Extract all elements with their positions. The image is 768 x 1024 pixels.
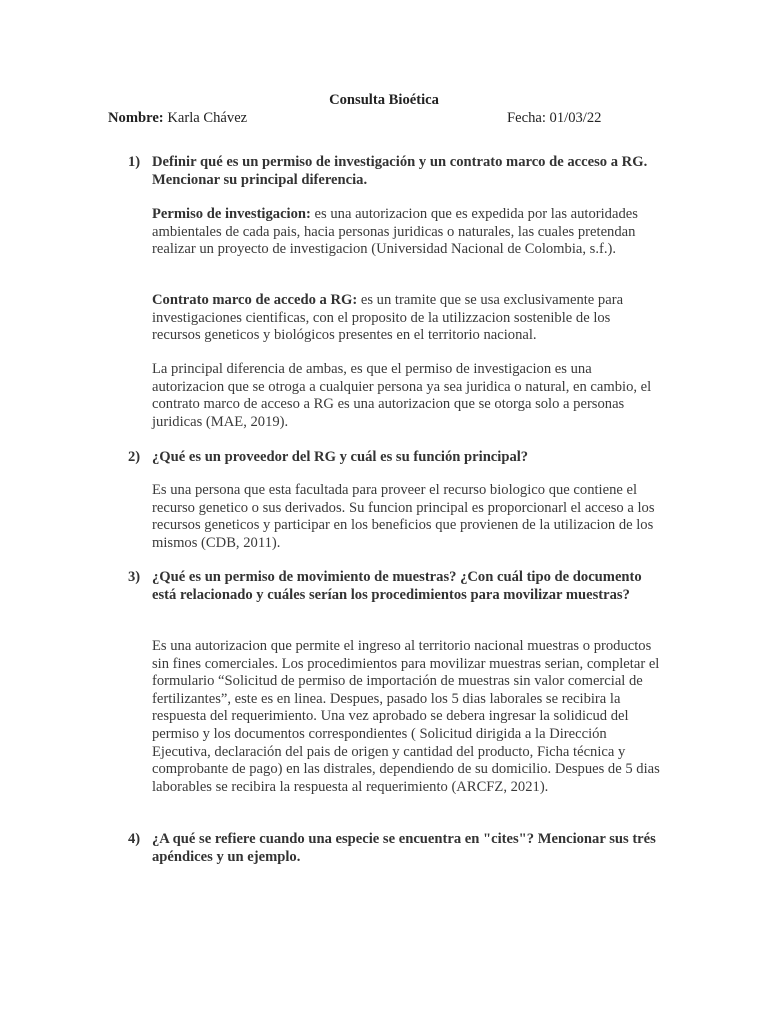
- question-number: 2): [128, 449, 141, 465]
- name-line: [108, 110, 247, 128]
- term-label: Contrato marco de accedo a RG:: [152, 292, 358, 308]
- term-definition: es una autorizacion que es expedida por las autoridades ambientales de cada pais, hacia personas juridicas o naturales, las cuales pretendan realizar un proyecto de investigacion (Universidad Nacional de Colombia, s.f.).: [152, 206, 638, 258]
- question-text: ¿Qué es un proveedor del RG y cuál es su función principal?: [152, 449, 529, 465]
- name-label: Nombre:: [108, 110, 164, 126]
- answer-paragraph: Es una autorizacion que permite el ingreso al territorio nacional muestras o productos sin fines comerciales. Los procedimientos para movilizar muestras serian, completar el formulario “Solicitud de permiso de importación de muestras sin valor comercial de fertilizantes”, este es en linea. Despues, pasado los 5 dias laborales se recibira la respuesta del requerimiento. Una vez aprobado se debera ingresar la solidicud del permiso y los documentos correspondientes ( Solicitud dirigida a la Dirección Ejecutiva, declaración del pais de origen y cantidad del producto, Ficha técnica y comprobante de pago) en las distrales, dependiendo de su domicilio. Despues de 5 dias laborables se recibira la respuesta al requerimiento (ARCFZ, 2021).: [152, 638, 660, 795]
- answer-paragraph: Es una persona que esta facultada para proveer el recurso biologico que contiene el recurso genetico o sus derivados. Su funcion principal es proporcionarl el acceso a los recursos geneticos y participar en los beneficios que provienen de la utilizacion de los mismos (CDB, 2011).: [152, 482, 655, 551]
- date-line: Fecha: 01/03/22: [507, 110, 602, 126]
- question-2: [112, 449, 662, 467]
- question-1: [112, 154, 662, 189]
- question-3: [112, 569, 662, 604]
- question-text: Definir qué es un permiso de investigación y un contrato marco de acceso a RG. Mencionar su principal diferencia.: [152, 154, 648, 188]
- question-4: [112, 831, 662, 866]
- question-text: ¿Qué es un permiso de movimiento de muestras? ¿Con cuál tipo de documento está relacionado y cuáles serían los procedimientos para movilizar muestras?: [152, 569, 642, 603]
- term-definition: es un tramite que se usa exclusivamente para investigaciones cientificas, con el proposito de la utilizzacion sostenible de los recursos geneticos y biológicos presentes en el territorio nacional.: [152, 292, 624, 344]
- question-number: 1): [128, 154, 141, 170]
- name-value: Karla Chávez: [167, 110, 248, 126]
- question-number: 4): [128, 831, 141, 847]
- question-text: ¿A qué se refiere cuando una especie se encuentra en "cites"? Mencionar sus trés apéndices y un ejemplo.: [152, 831, 656, 865]
- question-number: 3): [128, 569, 141, 585]
- answer-paragraph: [152, 292, 662, 345]
- document-title: Consulta Bioética: [329, 92, 439, 108]
- answer-paragraph: La principal diferencia de ambas, es que el permiso de investigacion es una autorizacion que se otroga a cualquier persona ya sea juridica o natural, en cambio, el contrato marco de acceso a RG es una autorizacion que se otorga solo a personas juridicas (MAE, 2019).: [152, 361, 652, 430]
- term-label: Permiso de investigacion:: [152, 206, 311, 222]
- answer-paragraph: [152, 206, 662, 259]
